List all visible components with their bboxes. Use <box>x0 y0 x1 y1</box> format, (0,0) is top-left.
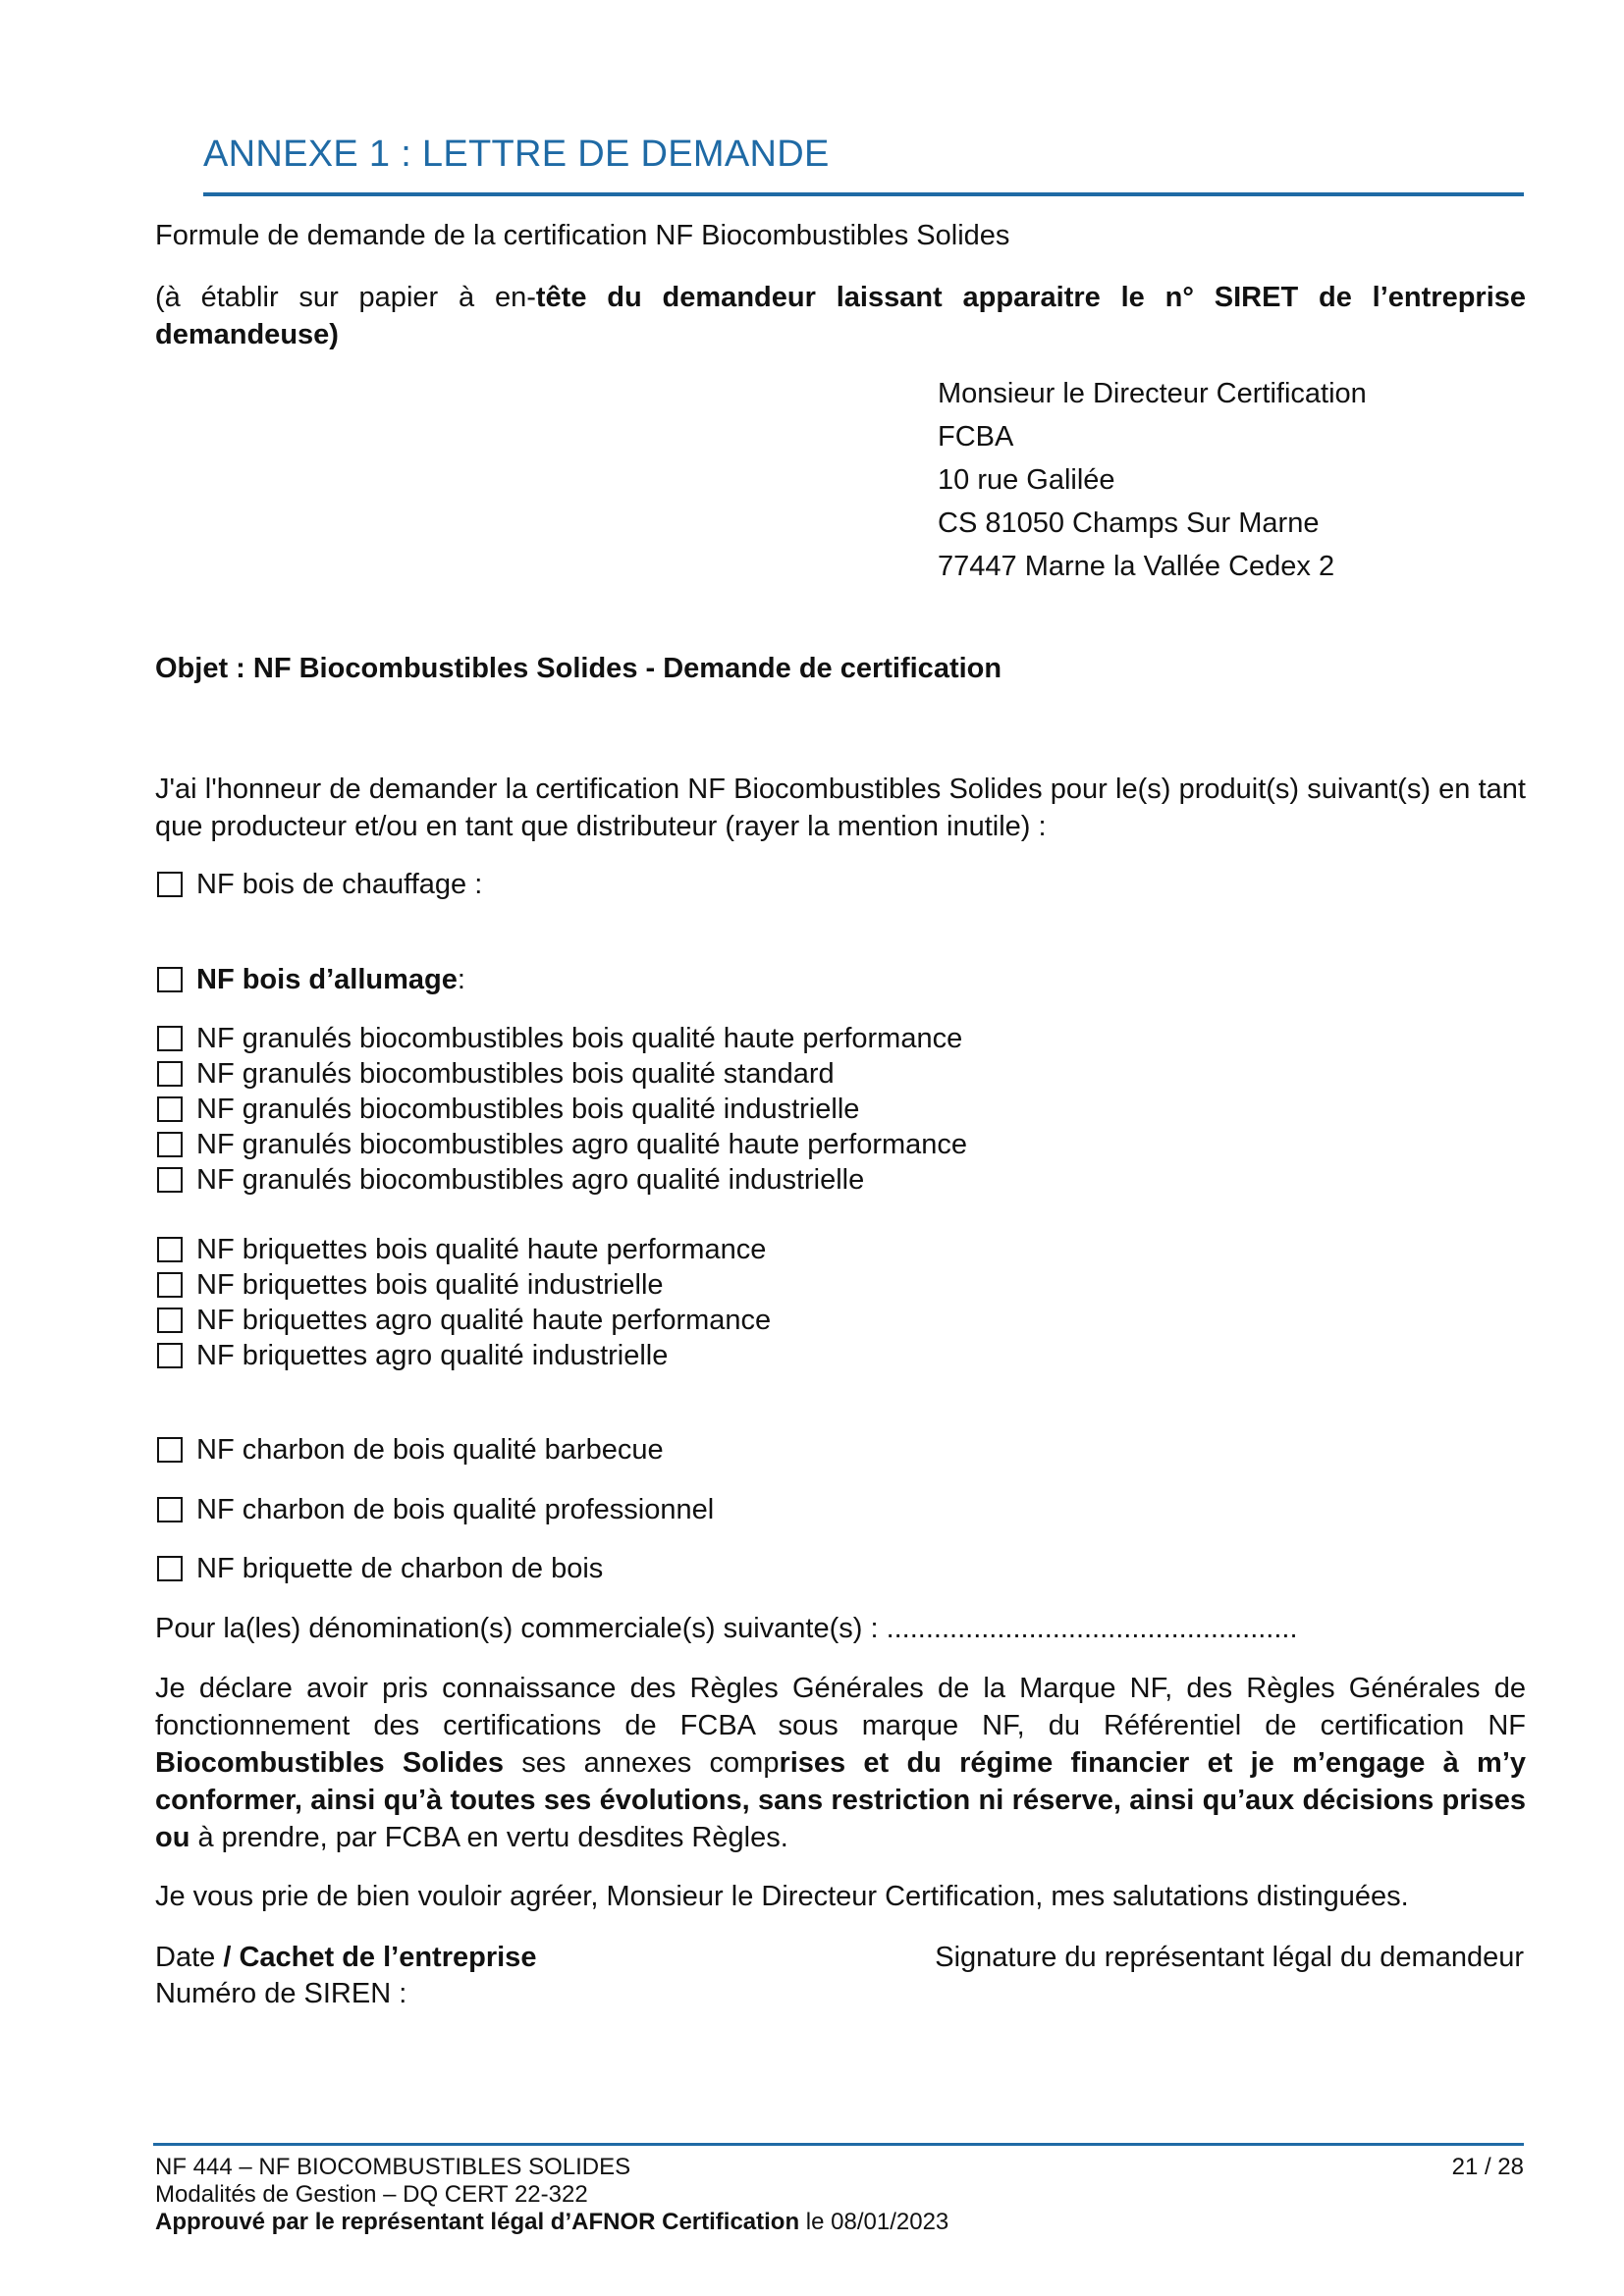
checkbox[interactable] <box>157 872 183 897</box>
date-label: Date <box>155 1942 224 1973</box>
option-granules-bois-industrielle[interactable] <box>157 1092 859 1127</box>
closing-formula: Je vous prie de bien vouloir agréer, Monsieur le Directeur Certification, mes salutations distinguées. <box>155 1881 1409 1912</box>
checkbox[interactable] <box>157 1026 183 1051</box>
declaration-part-2: Biocombustibles Solides <box>155 1747 505 1779</box>
option-label: NF briquette de charbon de bois <box>196 1553 604 1584</box>
address-line-org: FCBA <box>938 421 1014 453</box>
declaration-part-1: Je déclare avoir pris connaissance des Règles Générales de la Marque NF, des Règles Générales de fonctionnement des certifications de FCBA sous marque NF, du Référentiel de certification NF <box>155 1673 1526 1741</box>
footer-doc-title: NF 444 – NF BIOCOMBUSTIBLES SOLIDES <box>155 2154 631 2180</box>
intro-heading: Formule de demande de la certification NF Biocombustibles Solides <box>155 220 1010 251</box>
declaration-part-5: à prendre, par FCBA en vertu desdites Règles. <box>189 1822 788 1853</box>
option-bois-chauffage[interactable] <box>157 867 482 902</box>
checkbox[interactable] <box>157 1237 183 1262</box>
option-label: NF bois de chauffage : <box>196 869 483 900</box>
checkbox[interactable] <box>157 1096 183 1122</box>
cachet-label: / Cachet de l’entreprise <box>223 1942 537 1973</box>
footer-approval-bold: Approuvé par le représentant légal d’AFNOR Certification <box>155 2209 800 2235</box>
title-divider <box>203 192 1524 196</box>
footer-divider <box>153 2143 1524 2146</box>
option-label: NF granulés biocombustibles agro qualité industrielle <box>196 1164 865 1196</box>
option-label: NF briquettes agro qualité haute performance <box>196 1305 772 1336</box>
declaration-paragraph <box>155 1670 1526 1856</box>
option-charbon-professionnel[interactable] <box>157 1492 714 1527</box>
option-briquettes-agro-hp[interactable] <box>157 1303 771 1338</box>
checkbox[interactable] <box>157 1272 183 1298</box>
option-label: NF bois d’allumage <box>196 964 458 995</box>
option-briquette-charbon[interactable] <box>157 1551 603 1586</box>
option-briquettes-bois-hp[interactable] <box>157 1232 766 1267</box>
address-line-recipient: Monsieur le Directeur Certification <box>938 378 1367 409</box>
option-charbon-barbecue[interactable] <box>157 1432 664 1468</box>
declaration-part-3: ses annexes comp <box>504 1747 780 1779</box>
checkbox[interactable] <box>157 1167 183 1193</box>
option-label: NF charbon de bois qualité barbecue <box>196 1434 664 1466</box>
page-number: 21 / 28 <box>1451 2154 1524 2180</box>
option-label: NF briquettes bois qualité haute performance <box>196 1234 767 1265</box>
intro-note-bold: tête du demandeur laissant apparaitre le n° SIRET de l’entreprise demandeuse) <box>155 282 1527 350</box>
page-title: ANNEXE 1 : LETTRE DE DEMANDE <box>203 133 830 175</box>
footer-approval <box>155 2209 948 2236</box>
option-granules-agro-industrielle[interactable] <box>157 1162 864 1198</box>
address-line-city: 77447 Marne la Vallée Cedex 2 <box>938 551 1335 582</box>
footer-doc-ref: Modalités de Gestion – DQ CERT 22-322 <box>155 2181 588 2208</box>
checkbox[interactable] <box>157 1132 183 1157</box>
checkbox[interactable] <box>157 967 183 992</box>
option-label-colon: : <box>457 964 465 995</box>
checkbox[interactable] <box>157 1061 183 1087</box>
option-granules-agro-hp[interactable] <box>157 1127 967 1162</box>
address-line-street: 10 rue Galilée <box>938 464 1115 496</box>
checkbox[interactable] <box>157 1556 183 1581</box>
checkbox[interactable] <box>157 1343 183 1368</box>
option-label: NF granulés biocombustibles agro qualité haute performance <box>196 1129 968 1160</box>
letter-subject: Objet : NF Biocombustibles Solides - Demande de certification <box>155 653 1002 684</box>
address-line-cs: CS 81050 Champs Sur Marne <box>938 507 1320 539</box>
footer-approval-date: le 08/01/2023 <box>799 2209 949 2235</box>
intro-note-start: (à établir sur papier à en- <box>155 282 536 313</box>
date-cachet-label <box>155 1939 536 1976</box>
checkbox[interactable] <box>157 1308 183 1333</box>
signature-label: Signature du représentant légal du demandeur <box>935 1942 1524 1973</box>
request-text: J'ai l'honneur de demander la certification NF Biocombustibles Solides pour le(s) produit(s) suivant(s) en tant que producteur et/ou en tant que distributeur (rayer la mention inutile) : <box>155 774 1526 842</box>
option-label: NF granulés biocombustibles bois qualité industrielle <box>196 1094 860 1125</box>
declaration-part-4: rises et du régime financier et je m’engage à m’y conformer, ainsi qu’à toutes ses évolutions, sans restriction ni réserve, ainsi qu’aux décisions prises ou <box>155 1747 1526 1853</box>
option-label: NF charbon de bois qualité professionnel <box>196 1494 715 1525</box>
checkbox[interactable] <box>157 1437 183 1463</box>
option-briquettes-agro-industrielle[interactable] <box>157 1338 668 1373</box>
option-label: NF granulés biocombustibles bois qualité standard <box>196 1058 835 1090</box>
option-label: NF briquettes bois qualité industrielle <box>196 1269 664 1301</box>
option-granules-bois-hp[interactable] <box>157 1021 962 1056</box>
option-label: NF granulés biocombustibles bois qualité haute performance <box>196 1023 963 1054</box>
checkbox[interactable] <box>157 1497 183 1522</box>
denomination-line: Pour la(les) dénomination(s) commerciale(s) suivante(s) : .................................................... <box>155 1613 1298 1644</box>
option-briquettes-bois-industrielle[interactable] <box>157 1267 664 1303</box>
option-bois-allumage[interactable] <box>157 962 465 997</box>
option-label: NF briquettes agro qualité industrielle <box>196 1340 669 1371</box>
intro-note <box>155 279 1526 353</box>
option-granules-bois-standard[interactable] <box>157 1056 835 1092</box>
siren-label: Numéro de SIREN : <box>155 1978 407 2009</box>
